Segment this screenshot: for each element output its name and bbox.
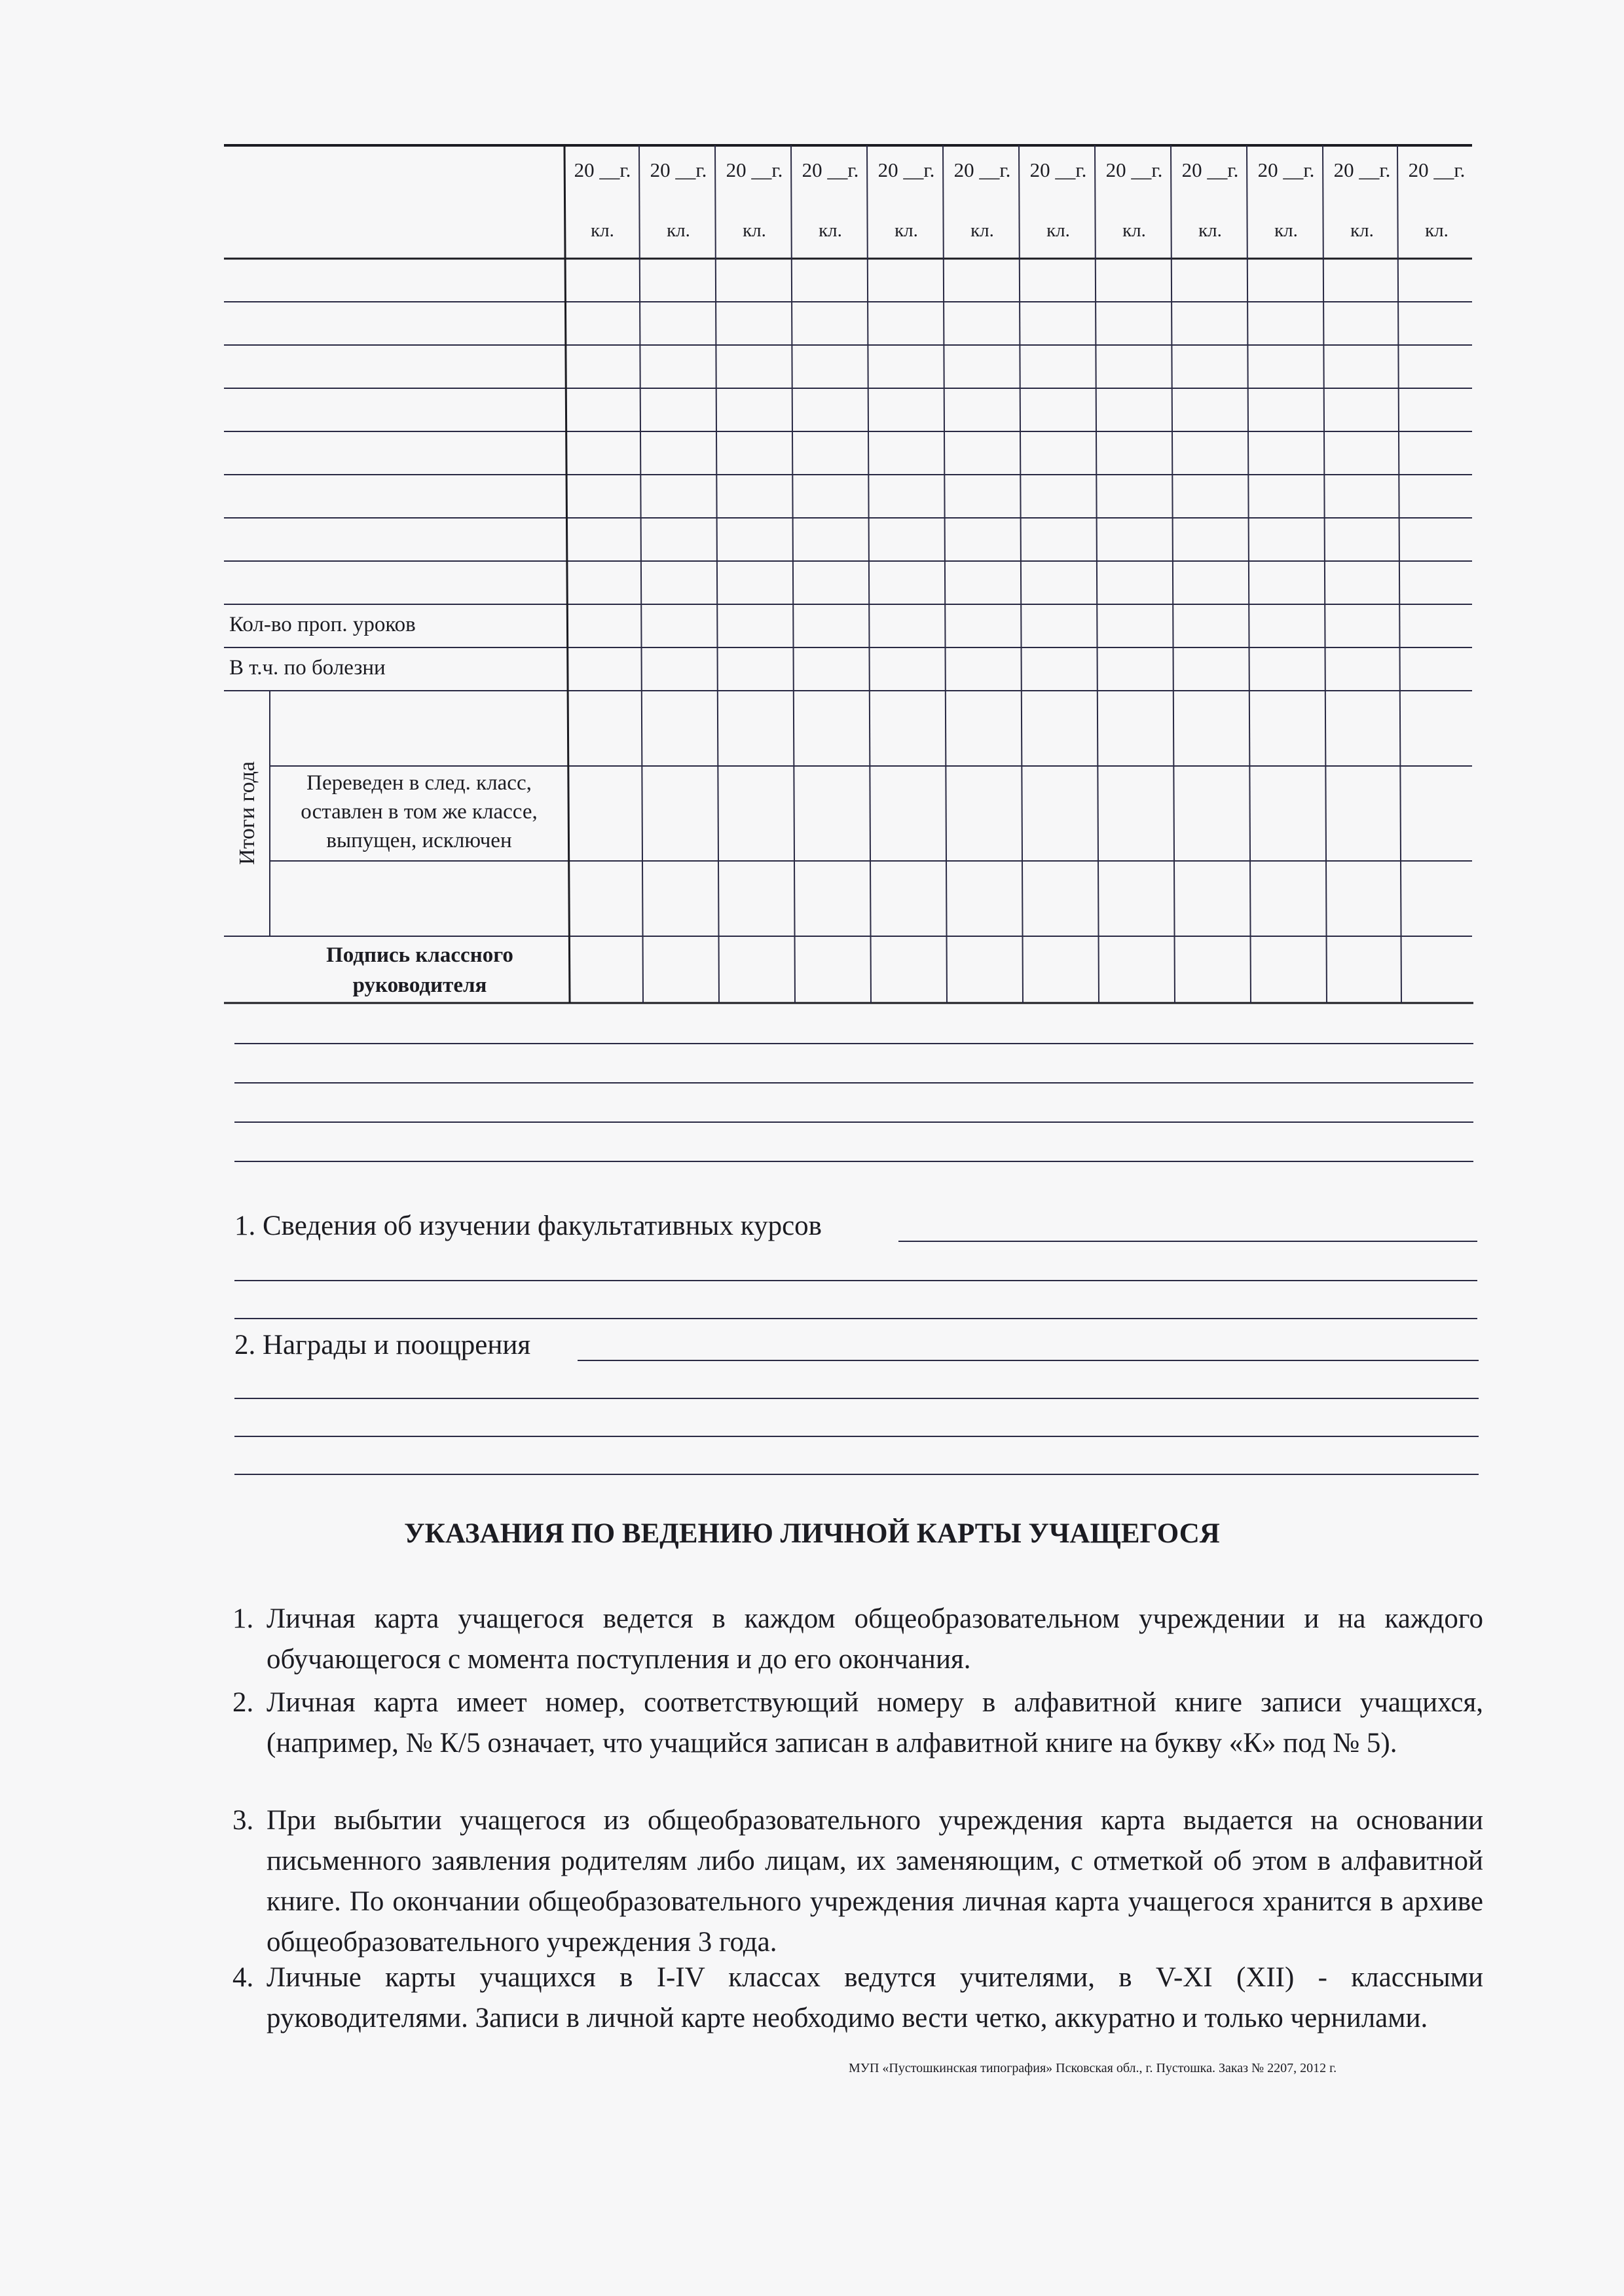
class-header-11: кл. <box>1350 220 1374 241</box>
transfer-status-label <box>274 769 564 855</box>
year-header-11: 20 __г. <box>1333 158 1391 181</box>
class-header-7: кл. <box>1046 220 1070 241</box>
year-header-9: 20 __г. <box>1181 158 1239 181</box>
illness-label: В т.ч. по болезни <box>229 656 386 680</box>
class-header-8: кл. <box>1122 220 1146 241</box>
year-header-8: 20 __г. <box>1105 158 1163 181</box>
class-header-2: кл. <box>667 220 690 241</box>
class-header-6: кл. <box>970 220 994 241</box>
instruction-num-1: 1. <box>232 1603 254 1634</box>
class-header-9: кл. <box>1198 220 1222 241</box>
transfer-status-line-3: выпущен, исключен <box>326 829 512 852</box>
year-header-3: 20 __г. <box>726 158 783 181</box>
missed-lessons-label: Кол-во проп. уроков <box>229 613 416 636</box>
year-header-5: 20 __г. <box>877 158 935 181</box>
year-header-10: 20 __г. <box>1257 158 1315 181</box>
signature-line-2: руководителя <box>352 974 487 997</box>
class-header-1: кл. <box>591 220 614 241</box>
instruction-text-2: Личная карта имеет номер, соответствующий номеру в алфавитной книге записи учащихся, (например, № К/5 означает, что учащийся записан в алфавитной книге на букву «К» под № 5). <box>267 1687 1483 1758</box>
transfer-status-line-1: Переведен в след. класс, <box>306 771 532 795</box>
instruction-num-3: 3. <box>232 1805 254 1836</box>
instruction-num-2: 2. <box>232 1687 254 1718</box>
class-header-3: кл. <box>743 220 766 241</box>
year-header-1: 20 __г. <box>574 158 631 181</box>
year-header-2: 20 __г. <box>650 158 707 181</box>
class-header-12: кл. <box>1425 220 1449 241</box>
instruction-num-4: 4. <box>232 1962 254 1993</box>
year-header-6: 20 __г. <box>953 158 1011 181</box>
instructions-title: УКАЗАНИЯ ПО ВЕДЕНИЮ ЛИЧНОЙ КАРТЫ УЧАЩЕГОСЯ <box>404 1518 1220 1549</box>
transfer-status-line-2: оставлен в том же классе, <box>301 800 538 824</box>
instruction-item-4 <box>232 1958 1483 2039</box>
class-header-10: кл. <box>1274 220 1298 241</box>
year-header-7: 20 __г. <box>1029 158 1087 181</box>
instruction-text-4: Личные карты учащихся в I-IV классах ведутся учителями, в V-XI (XII) - классными руководителями. Записи в личной карте необходимо вести четко, аккуратно и только чернилами. <box>267 1962 1483 2033</box>
instruction-item-1 <box>232 1599 1483 1680</box>
printer-imprint: МУП «Пустошкинская типография» Псковская обл., г. Пустошка. Заказ № 2207, 2012 г. <box>849 2061 1337 2075</box>
instruction-item-2 <box>232 1683 1483 1764</box>
awards-section-label: 2. Награды и поощрения <box>234 1330 531 1360</box>
year-header-12: 20 __г. <box>1408 158 1466 181</box>
class-header-5: кл. <box>895 220 918 241</box>
signature-line-1: Подпись классного <box>326 943 513 967</box>
electives-section-label: 1. Сведения об изучении факультативных курсов <box>234 1211 822 1241</box>
year-header-4: 20 __г. <box>802 158 859 181</box>
instruction-item-3 <box>232 1800 1483 1963</box>
instruction-text-1: Личная карта учащегося ведется в каждом общеобразовательном учреждении и на каждого обучающегося с момента поступления и до его окончания. <box>267 1603 1483 1675</box>
signature-label <box>272 940 567 1000</box>
instruction-text-3: При выбытии учащегося из общеобразовательного учреждения карта выдается на основании письменного заявления родителям либо лицам, их заменяющим, с отметкой об этом в алфавитной книге. По окончании общеобразовательного учреждения личная карта учащегося хранится в архиве общеобразовательного учреждения 3 года. <box>267 1805 1483 1958</box>
year-results-label: Итоги года <box>235 761 259 866</box>
class-header-4: кл. <box>819 220 842 241</box>
